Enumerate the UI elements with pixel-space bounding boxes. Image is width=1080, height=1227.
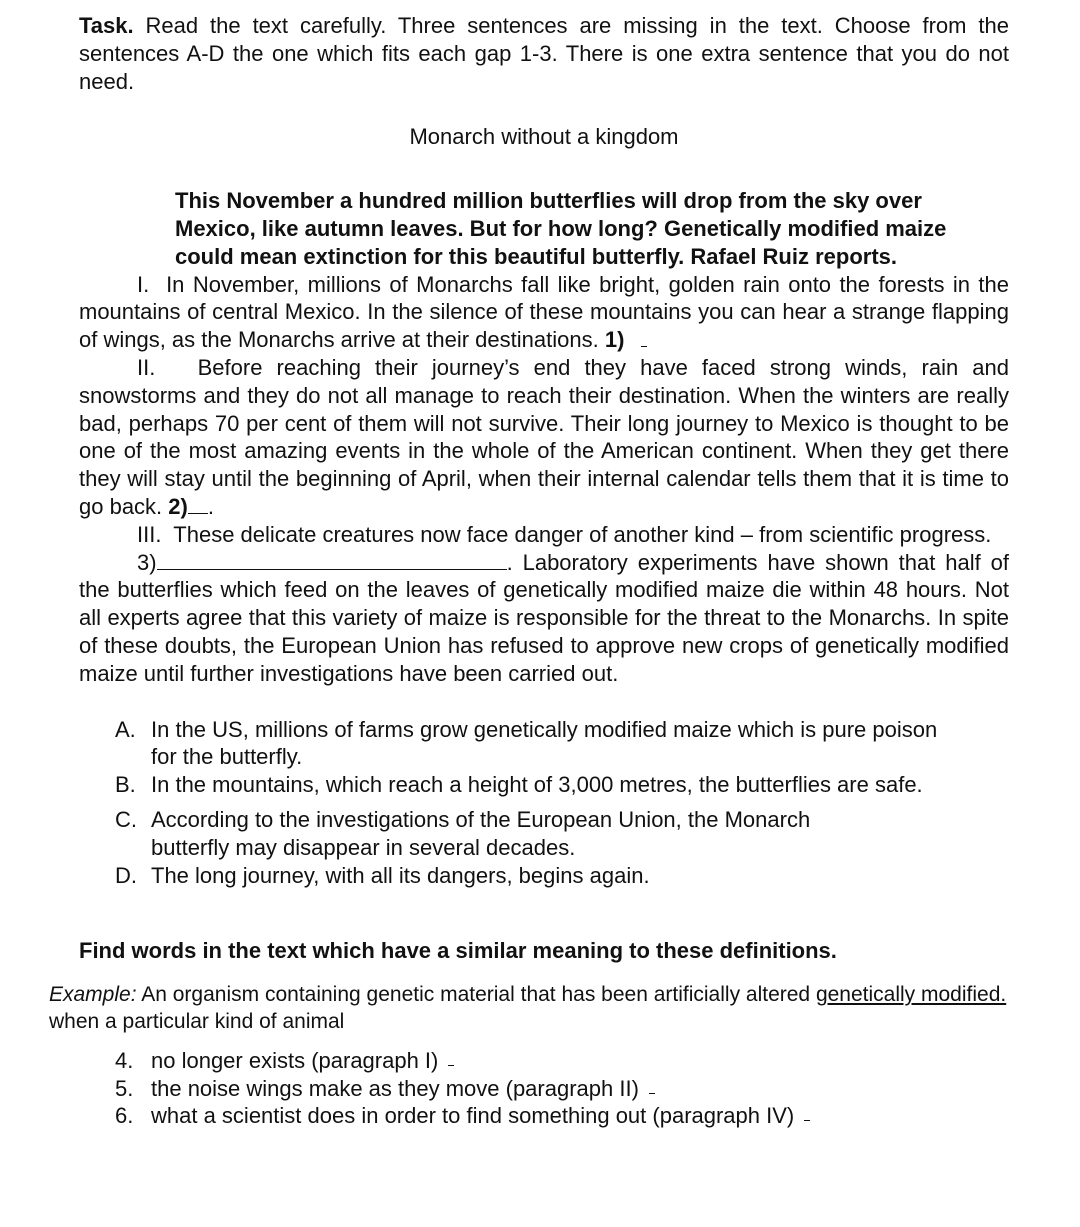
task-instructions bbox=[79, 12, 1009, 95]
example-label: Example: bbox=[49, 983, 137, 1007]
item-4-blank[interactable] bbox=[448, 1047, 454, 1066]
gap-3-blank[interactable] bbox=[157, 549, 507, 570]
example-text: An organism containing genetic material that has been artificially altered bbox=[141, 983, 811, 1007]
option-c-text: According to the investigations of the European Union, the Monarch butterfly may disappear in several decades. bbox=[151, 806, 811, 860]
paragraph-1 bbox=[79, 271, 1009, 354]
item-5-label: 5. bbox=[115, 1075, 134, 1101]
option-b-label: B. bbox=[115, 772, 136, 798]
option-a-label: A. bbox=[115, 716, 136, 742]
gap-3-marker: 3) bbox=[137, 549, 157, 575]
paragraph-3-numeral: III. bbox=[137, 521, 162, 547]
paragraph-4-text: . Laboratory experiments have shown that half of the butterflies which feed on the leaves of genetically modified maize die within 48 hours. Not all experts agree that this variety of maize is responsible for the threat to the Monarchs. In spite of these doubts, the European Union has refused to approve new crops of genetically modified maize until further investigations have been carried out. bbox=[79, 549, 1009, 686]
item-6-blank[interactable] bbox=[804, 1102, 810, 1121]
item-6-label: 6. bbox=[115, 1103, 134, 1129]
gap-2-blank[interactable] bbox=[188, 493, 208, 514]
answer-options bbox=[115, 716, 1009, 890]
vocabulary-item-4 bbox=[115, 1047, 1009, 1075]
option-c bbox=[115, 806, 1009, 862]
vocabulary-instruction: Find words in the text which have a similar meaning to these definitions. bbox=[79, 938, 837, 964]
example-tail: when a particular kind of animal bbox=[49, 1010, 345, 1034]
paragraph-3-text: These delicate creatures now face danger of another kind – from scientific progress. bbox=[173, 521, 992, 547]
paragraph-2 bbox=[79, 354, 1009, 521]
option-c-label: C. bbox=[115, 806, 137, 832]
paragraph-2-text: Before reaching their journey’s end they have faced strong winds, rain and snowstorms and they do not all manage to reach their destination. When the winters are really bad, perhaps 70 per cent of them will not survive. Their long journey to Mexico is thought to be one of the most amazing events in the whole of the American continent. When they get there they will stay until the beginning of April, when their internal calendar tells them that it is time to go back. bbox=[79, 354, 1009, 519]
paragraph-4 bbox=[79, 549, 1009, 688]
vocabulary-item-5 bbox=[115, 1075, 1009, 1103]
gap-2-marker: 2) bbox=[168, 493, 188, 519]
gap-1-blank[interactable] bbox=[641, 328, 647, 347]
item-5-blank[interactable] bbox=[649, 1075, 655, 1094]
item-6-text: what a scientist does in order to find something out (paragraph IV) bbox=[151, 1103, 795, 1129]
example-answer: genetically modified. bbox=[815, 983, 1007, 1007]
vocabulary-items bbox=[115, 1047, 1009, 1130]
vocabulary-item-6 bbox=[115, 1102, 1009, 1130]
paragraph-2-numeral: II. bbox=[137, 354, 156, 380]
paragraph-3 bbox=[79, 521, 1009, 549]
paragraph-2-after: . bbox=[207, 493, 214, 519]
item-4-label: 4. bbox=[115, 1048, 134, 1074]
task-label: Task. bbox=[79, 13, 134, 38]
gap-1-marker: 1) bbox=[604, 327, 625, 353]
item-4-text: no longer exists (paragraph I) bbox=[151, 1048, 439, 1074]
article-lead: This November a hundred million butterflies will drop from the sky over Mexico, like autumn leaves. But for how long? Genetically modified maize could mean extinction for this beautiful butterfly. Rafael Ruiz reports. bbox=[175, 188, 947, 269]
option-b-text: In the mountains, which reach a height of 3,000 metres, the butterflies are safe. bbox=[151, 772, 923, 798]
option-b bbox=[115, 771, 1009, 799]
option-a-text: In the US, millions of farms grow genetically modified maize which is pure poison for the butterfly. bbox=[151, 716, 938, 770]
paragraph-1-text: In November, millions of Monarchs fall like bright, golden rain onto the forests in the mountains of central Mexico. In the silence of these mountains you can hear a strange flapping of wings, as the Monarchs arrive at their destinations. bbox=[79, 271, 1009, 353]
option-d-text: The long journey, with all its dangers, begins again. bbox=[151, 862, 650, 888]
item-5-text: the noise wings make as they move (paragraph II) bbox=[151, 1075, 639, 1101]
article-title: Monarch without a kingdom bbox=[409, 124, 679, 150]
vocabulary-example bbox=[49, 981, 1009, 1035]
paragraph-1-numeral: I. bbox=[137, 271, 150, 297]
task-text: Read the text carefully. Three sentences are missing in the text. Choose from the sentences A-D the one which fits each gap 1-3. There is one extra sentence that you do not need. bbox=[79, 13, 1009, 94]
worksheet bbox=[49, 12, 1009, 1130]
option-d-label: D. bbox=[115, 862, 137, 888]
option-d bbox=[115, 862, 1009, 890]
option-a bbox=[115, 716, 1009, 772]
